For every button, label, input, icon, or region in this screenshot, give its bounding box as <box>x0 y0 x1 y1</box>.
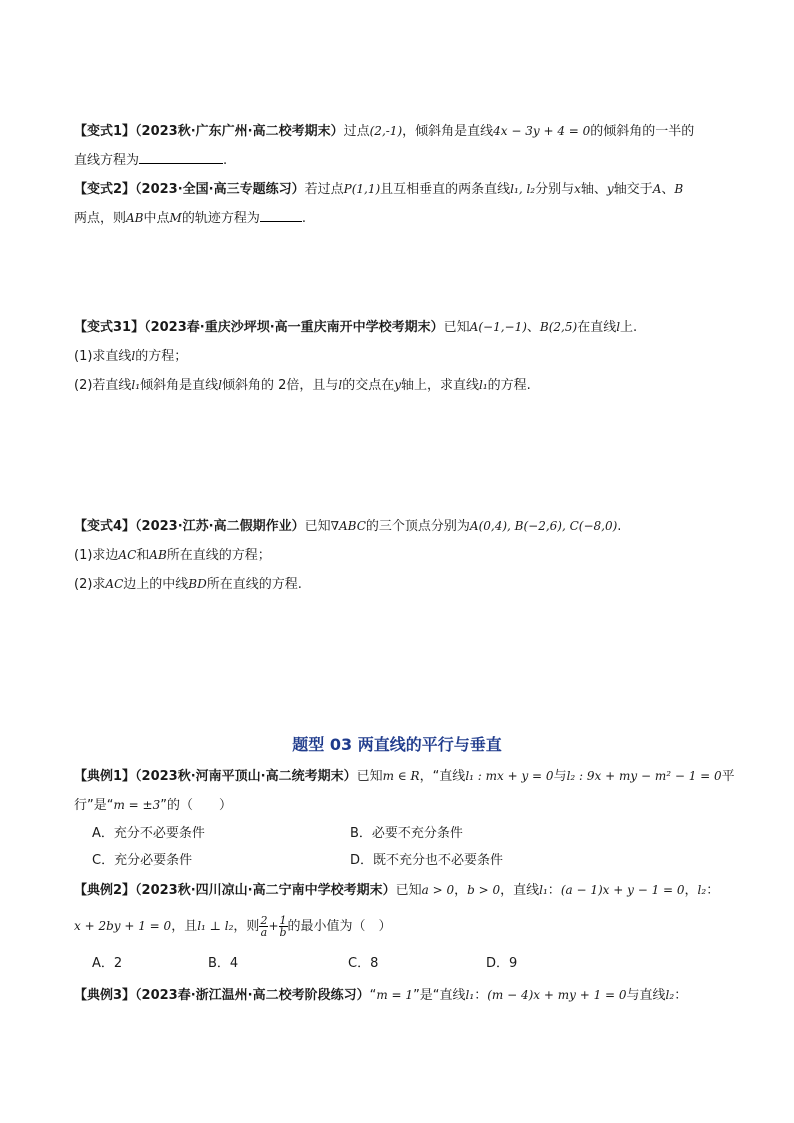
example-tag: 【典例2】 <box>74 883 136 898</box>
text: 边上的中线 <box>123 577 189 592</box>
math: (a − 1)x + y − 1 = 0 <box>560 883 685 897</box>
math: AB <box>126 211 144 225</box>
text: 的方程. <box>487 378 531 393</box>
math: m = 1 <box>376 988 414 1002</box>
math: b > 0 <box>467 883 501 897</box>
text: 平 <box>721 769 735 784</box>
math: ∇ABC <box>330 519 366 533</box>
source: （2023秋·广东广州·高二校考期末） <box>135 124 344 139</box>
text: 、 <box>661 182 675 197</box>
fraction-1-over-b <box>279 915 288 938</box>
text: 轴交于 <box>613 182 653 197</box>
text: 和 <box>136 548 150 563</box>
math: l <box>218 378 222 392</box>
section-heading: 题型 03 两直线的平行与垂直 <box>292 735 502 754</box>
text: 在直线 <box>577 320 617 335</box>
math: y <box>394 378 401 392</box>
variant-tag: 【变式1】 <box>74 124 136 139</box>
math: l <box>338 378 343 392</box>
variant-3-line-1 <box>74 318 637 337</box>
math: l₂ <box>665 988 675 1002</box>
variant-2-line-2 <box>74 209 306 228</box>
text: ”的（ ） <box>160 798 232 813</box>
math: y <box>606 182 614 196</box>
option-b[interactable]: B．必要不充分条件 <box>350 826 463 841</box>
math: AB <box>149 548 167 562</box>
denominator: b <box>279 926 287 939</box>
math: P(1,1) <box>343 182 381 196</box>
math: l₁ ⊥ l₂ <box>197 919 234 933</box>
math: x + 2by + 1 = 0 <box>74 919 172 933</box>
text: 与 <box>553 769 567 784</box>
text: ： <box>674 988 688 1003</box>
plus-sign: + <box>268 919 279 933</box>
example-1-line-1 <box>74 767 735 786</box>
text: 上. <box>620 320 638 335</box>
math: m ∈ R <box>382 769 420 783</box>
text: 的轨迹方程为 <box>181 211 260 226</box>
variant-4-question-1 <box>74 546 271 565</box>
option-a[interactable]: A．2 <box>92 956 123 971</box>
text: (2)求 <box>74 577 106 592</box>
text: 两点，则 <box>74 211 127 226</box>
text: 所在直线的方程； <box>166 548 271 563</box>
math: l₁ <box>465 988 475 1002</box>
text: 分别与 <box>535 182 575 197</box>
math: BD <box>188 577 207 591</box>
text: 已知 <box>356 769 383 784</box>
source: （2023秋·河南平顶山·高二统考期末） <box>135 769 357 784</box>
option-c[interactable]: C．8 <box>348 956 379 971</box>
option-b[interactable]: B．4 <box>208 956 239 971</box>
text: ， <box>684 883 698 898</box>
text: 中点 <box>143 211 170 226</box>
text: “ <box>369 988 377 1003</box>
text: 过点 <box>343 124 370 139</box>
text: 的交点在 <box>342 378 395 393</box>
math: (m − 4)x + my + 1 = 0 <box>487 988 627 1002</box>
math: (2,-1) <box>369 124 403 138</box>
option-d[interactable]: D．既不充分也不必要条件 <box>350 853 504 868</box>
math: l <box>131 349 136 363</box>
text: 已知 <box>443 320 470 335</box>
variant-1-line-1 <box>74 122 694 141</box>
text: 已知 <box>304 519 331 534</box>
math: l₁, l₂ <box>510 182 536 196</box>
math: AC <box>105 577 124 591</box>
text: 轴、 <box>580 182 607 197</box>
text: 倾斜角的 2倍，且与 <box>221 378 339 393</box>
variant-1-line-2 <box>74 151 227 170</box>
source: （2023春·浙江温州·高二校考阶段练习） <box>135 988 370 1003</box>
math: 4x − 3y + 4 = 0 <box>493 124 591 138</box>
math: a > 0 <box>421 883 455 897</box>
text: . <box>617 519 622 534</box>
text: 若过点 <box>304 182 344 197</box>
text: 的最小值为（ ） <box>287 919 392 934</box>
example-tag: 【典例1】 <box>74 769 136 784</box>
math: l₁ <box>539 883 548 897</box>
text: . <box>223 153 228 168</box>
text: ，倾斜角是直线 <box>402 124 494 139</box>
math: M <box>169 211 182 225</box>
text: 倾斜角是直线 <box>140 378 219 393</box>
text: ： <box>474 988 488 1003</box>
variant-3-question-1 <box>74 347 187 366</box>
math: A <box>652 182 662 196</box>
math: B <box>674 182 684 196</box>
text: 所在直线的方程. <box>206 577 302 592</box>
text: 的倾斜角的一半的 <box>590 124 695 139</box>
text: ，直线 <box>500 883 540 898</box>
answer-blank[interactable] <box>139 151 223 164</box>
math: l₁ <box>131 378 141 392</box>
text: 且互相垂直的两条直线 <box>380 182 511 197</box>
text: 已知 <box>395 883 422 898</box>
math: A(0,4), B(−2,6), C(−8,0) <box>469 519 618 533</box>
text: 与直线 <box>626 988 666 1003</box>
text: ”是“直线 <box>413 988 466 1003</box>
text: 、 <box>526 320 540 335</box>
variant-tag: 【变式2】 <box>74 182 136 197</box>
text: (1)求直线 <box>74 349 132 364</box>
answer-blank[interactable] <box>260 209 302 222</box>
variant-2-line-1 <box>74 180 683 199</box>
variant-3-question-2 <box>74 376 531 395</box>
text: ， <box>454 883 468 898</box>
math: AC <box>118 548 137 562</box>
text: ，且 <box>171 919 198 934</box>
numerator: 1 <box>279 914 287 927</box>
option-a[interactable]: A．充分不必要条件 <box>92 826 205 841</box>
source: （2023·全国·高三专题练习） <box>135 182 305 197</box>
math: l₁ : mx + y = 0 <box>465 769 554 783</box>
option-d[interactable]: D．9 <box>486 956 518 971</box>
option-c[interactable]: C．充分必要条件 <box>92 853 193 868</box>
text: ，则 <box>233 919 260 934</box>
text: ，“直线 <box>419 769 466 784</box>
example-3-line-1 <box>74 986 687 1005</box>
source: （2023春·重庆沙坪坝·高一重庆南开中学校考期末） <box>144 320 444 335</box>
text: 行”是“ <box>74 798 114 813</box>
math: l₂ <box>697 883 707 897</box>
text: 轴上，求直线 <box>400 378 479 393</box>
variant-4-line-1 <box>74 517 621 536</box>
numerator: 2 <box>260 914 268 927</box>
example-1-line-2 <box>74 796 232 815</box>
math: l₂ : 9x + my − m² − 1 = 0 <box>566 769 722 783</box>
math: x <box>574 182 581 196</box>
variant-tag: 【变式4】 <box>74 519 136 534</box>
source: （2023·江苏·高二假期作业） <box>135 519 305 534</box>
text: 的方程； <box>135 349 188 364</box>
math: B(2,5) <box>539 320 578 334</box>
denominator: a <box>260 926 268 939</box>
text: 的三个顶点分别为 <box>365 519 470 534</box>
text: ： <box>706 883 720 898</box>
variant-tag: 【变式31】 <box>74 320 145 335</box>
text: 直线方程为 <box>74 153 140 168</box>
text: (1)求边 <box>74 548 119 563</box>
example-tag: 【典例3】 <box>74 988 136 1003</box>
example-2-line-1 <box>74 881 719 900</box>
text: ： <box>547 883 561 898</box>
math: A(−1,−1) <box>469 320 527 334</box>
example-2-line-2 <box>74 913 392 940</box>
source: （2023秋·四川凉山·高二宁南中学校考期末） <box>135 883 396 898</box>
math: m = ±3 <box>113 798 161 812</box>
math: l <box>616 320 621 334</box>
variant-4-question-2 <box>74 575 302 594</box>
text: . <box>301 211 306 226</box>
math: l₁ <box>479 378 488 392</box>
text: (2)若直线 <box>74 378 132 393</box>
